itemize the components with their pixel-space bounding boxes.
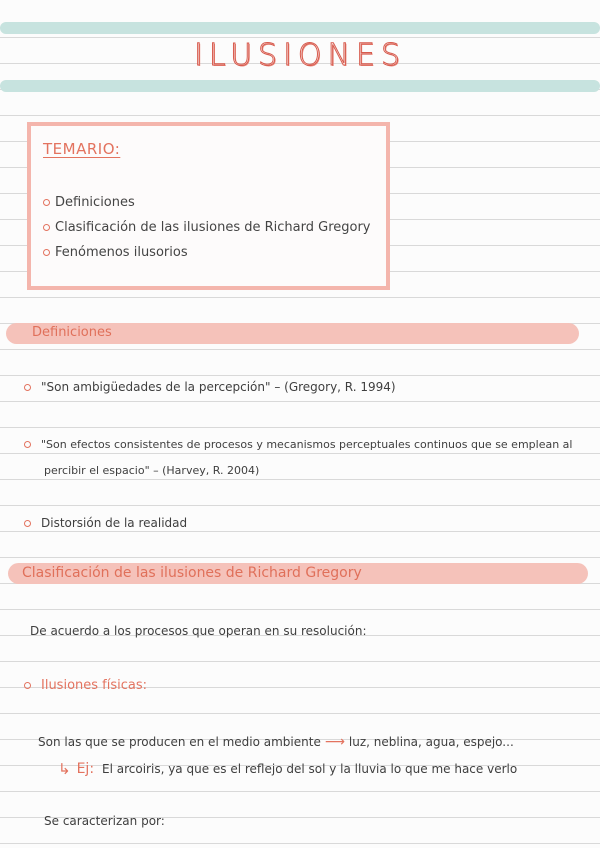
arrow-return-icon: ↳ — [58, 760, 71, 778]
page-title: ILUSIONES — [194, 38, 406, 73]
temario-item: Clasificación de las ilusiones de Richard Gregory — [43, 215, 371, 240]
caracterizan-label: Se caracterizan por: — [44, 814, 165, 828]
bullet-icon — [43, 249, 50, 256]
definition-item: Distorsión de la realidad — [24, 516, 187, 530]
bullet-icon — [24, 384, 31, 391]
section-heading-definiciones: Definiciones — [6, 323, 579, 344]
temario-item: Definiciones — [43, 190, 371, 215]
definition-item: "Son ambigüedades de la percepción" – (Gregory, R. 1994) — [24, 380, 396, 394]
definition-item-continuation: percibir el espacio" – (Harvey, R. 2004) — [44, 464, 260, 477]
temario-item: Fenómenos ilusorios — [43, 240, 371, 265]
top-decorative-band — [0, 22, 600, 34]
section-heading-clasificacion: Clasificación de las ilusiones de Richard Gregory — [8, 563, 588, 584]
ilusiones-fisicas-heading: Ilusiones físicas: — [24, 678, 147, 693]
temario-heading: TEMARIO: — [43, 140, 121, 158]
bullet-icon — [43, 199, 50, 206]
definition-item: "Son efectos consistentes de procesos y mecanismos perceptuales continuos que se emplean al — [24, 438, 572, 451]
temario-list — [43, 190, 371, 265]
bullet-icon — [24, 682, 31, 689]
arrow-right-icon: ⟶ — [324, 734, 345, 750]
example-label: Ej: — [76, 761, 95, 777]
clasificacion-intro: De acuerdo a los procesos que operan en su resolución: — [30, 624, 367, 638]
bullet-icon — [24, 441, 31, 448]
ilusiones-fisicas-description: Son las que se producen en el medio ambiente ⟶ luz, neblina, agua, espejo... — [38, 734, 514, 750]
bullet-icon — [43, 224, 50, 231]
bullet-icon — [24, 520, 31, 527]
temario-box — [27, 122, 390, 290]
title-underline-band — [0, 80, 600, 92]
example-line: ↳ Ej: El arcoiris, ya que es el reflejo del sol y la lluvia lo que me hace verlo — [58, 760, 518, 778]
